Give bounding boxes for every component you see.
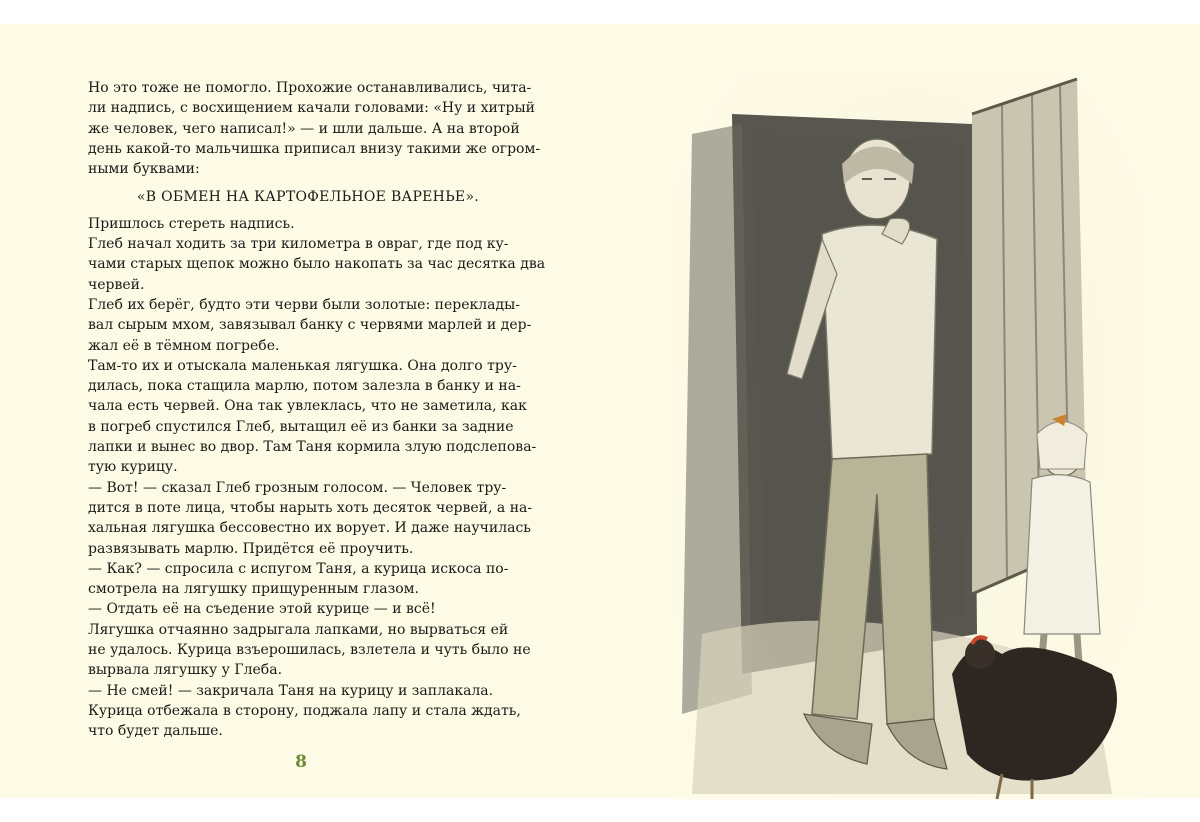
text-line: чала есть червей. Она так увлеклась, что не заметила, как [88, 398, 527, 415]
text-line: — Не смей! — закричала Таня на курицу и заплакала. [88, 682, 494, 699]
text-line: жал её в тёмном погребе. [88, 337, 280, 354]
text-line: тую курицу. [88, 459, 178, 476]
text-line: Курица отбежала в сторону, поджала лапу и стала ждать, [88, 702, 521, 719]
book-spread [0, 24, 1200, 798]
text-line: ли надпись, с восхищением качали головами: «Ну и хитрый [88, 100, 535, 117]
text-line: в погреб спустился Глеб, вытащил её из банки за задние [88, 418, 514, 435]
text-line: день какой-то мальчишка приписал внизу такими же огром- [88, 140, 541, 157]
text-line: Там-то их и отыскала маленькая лягушка. Она долго тру- [88, 357, 517, 374]
text-line: хальная лягушка бессовестно их ворует. И даже научилась [88, 520, 531, 537]
sign-inscription: «В ОБМЕН НА КАРТОФЕЛЬНОЕ ВАРЕНЬЕ». [136, 189, 480, 206]
text-line: — Как? — спросила с испугом Таня, а курица искоса по- [88, 560, 509, 577]
story-text [88, 78, 546, 742]
text-line: вал сырым мхом, завязывал банку с червями марлей и дер- [88, 317, 532, 334]
text-line: лапки и вынес во двор. Там Таня кормила злую подслепова- [88, 439, 537, 456]
text-line: что будет дальше. [88, 723, 223, 740]
text-line: — Отдать её на съедение этой курице — и всё! [88, 601, 436, 618]
text-line: Лягушка отчаянно задрыгала лапками, но вырваться ей [88, 621, 509, 638]
text-line: Глеб их берёг, будто эти черви были золотые: переклады- [88, 296, 520, 313]
text-line: — Вот! — сказал Глеб грозным голосом. — Человек тру- [88, 479, 507, 496]
text-line: смотрела на лягушку прищуренным глазом. [88, 581, 419, 598]
text-line: не удалось. Курица взъерошилась, взлетела и чуть было не [88, 642, 531, 659]
text-line: дилась, пока стащила марлю, потом залезла в банку и на- [88, 378, 521, 395]
text-line: дится в поте лица, чтобы нарыть хоть десяток червей, а на- [88, 499, 533, 516]
text-line: Но это тоже не помогло. Прохожие останавливались, чита- [88, 80, 532, 96]
text-line: ными буквами: [88, 161, 200, 178]
text-line: же человек, чего написал!» — и шли дальше. А на второй [88, 120, 520, 137]
text-line: червей. [88, 276, 145, 293]
text-line: развязывать марлю. Придётся её проучить. [88, 540, 414, 557]
text-line: Пришлось стереть надпись. [88, 215, 295, 232]
watercolor-illustration [672, 74, 1142, 800]
page-number: 8 [295, 752, 307, 772]
text-line: чами старых щепок можно было накопать за час десятка два [88, 256, 546, 273]
text-line: Глеб начал ходить за три километра в овраг, где под ку- [88, 236, 509, 253]
text-line: вырвала лягушку у Глеба. [88, 662, 283, 679]
